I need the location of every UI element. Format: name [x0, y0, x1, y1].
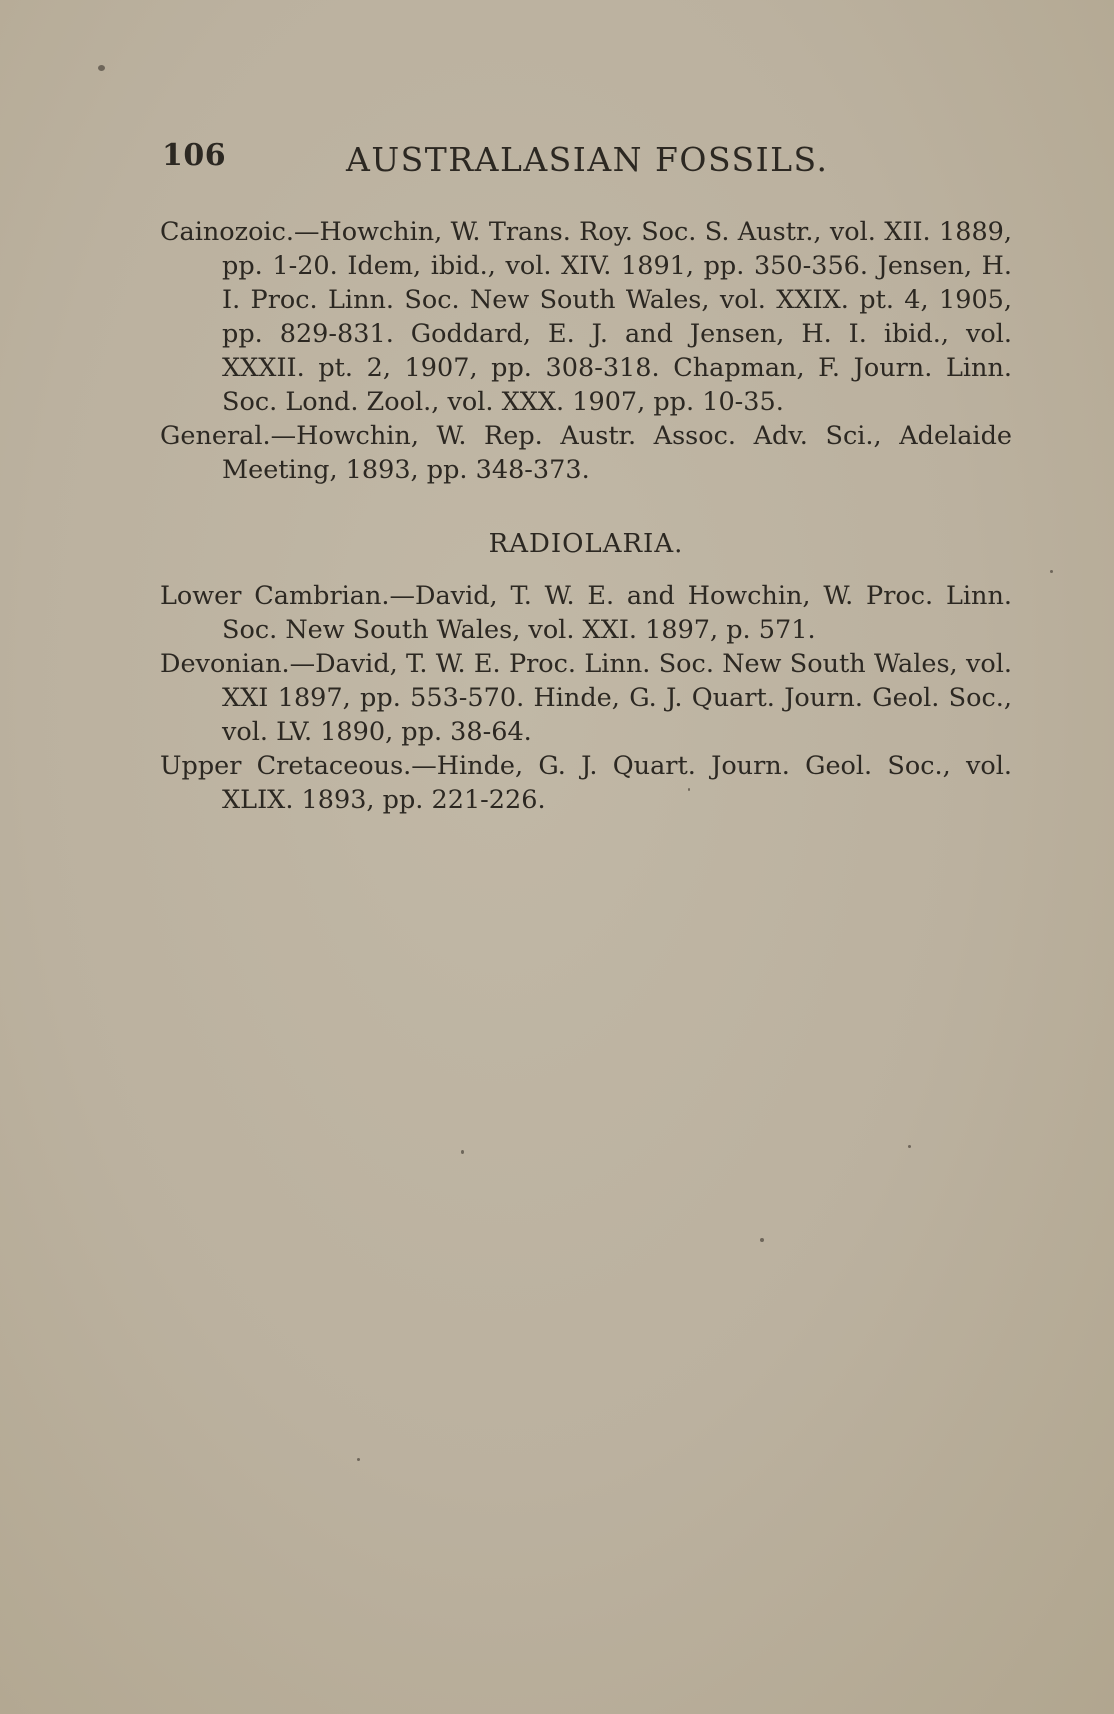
section-heading-radiolaria: RADIOLARIA.	[488, 529, 684, 559]
bibliography-entry-cainozoic: Cainozoic.—Howchin, W. Trans. Roy. Soc. S. Austr., vol. XII. 1889, pp. 1-20. Idem, ibid., vol. XIV. 1891, pp. 350-356. Jensen, H. I. Proc. Linn. Soc. New South Wales, vol. XXIX. pt. 4, 1905, pp. 829-831. Goddard, E. J. and Jensen, H. I. ibid., vol. XXXII. pt. 2, 1907, pp. 308-318. Chapman, F. Journ. Linn. Soc. Lond. Zool., vol. XXX. 1907, pp. 10-35.	[160, 217, 1012, 417]
paper-speck	[760, 1238, 764, 1242]
bibliography-entry-lower-cambrian: Lower Cambrian.—David, T. W. E. and Howchin, W. Proc. Linn. Soc. New South Wales, vol. XXI. 1897, p. 571.	[160, 581, 1012, 645]
running-head	[162, 138, 862, 184]
paper-speck	[461, 1150, 464, 1154]
bibliography-body	[160, 215, 1012, 817]
bibliography-entry-devonian: Devonian.—David, T. W. E. Proc. Linn. Soc. New South Wales, vol. XXI 1897, pp. 553-570. Hinde, G. J. Quart. Journ. Geol. Soc., vol. LV. 1890, pp. 38-64.	[160, 649, 1012, 747]
bibliography-entry-upper-cretaceous: Upper Cretaceous.—Hinde, G. J. Quart. Journ. Geol. Soc., vol. XLIX. 1893, pp. 221-226.	[160, 751, 1012, 815]
book-title: AUSTRALASIAN FOSSILS.	[346, 140, 829, 179]
bibliography-entry-general: General.—Howchin, W. Rep. Austr. Assoc. Adv. Sci., Adelaide Meeting, 1893, pp. 348-373.	[160, 421, 1012, 485]
paper-speck	[98, 65, 105, 71]
paper-speck	[1050, 570, 1053, 573]
paper-speck	[357, 1458, 360, 1461]
page-number: 106	[162, 138, 227, 173]
paper-speck	[908, 1145, 911, 1148]
